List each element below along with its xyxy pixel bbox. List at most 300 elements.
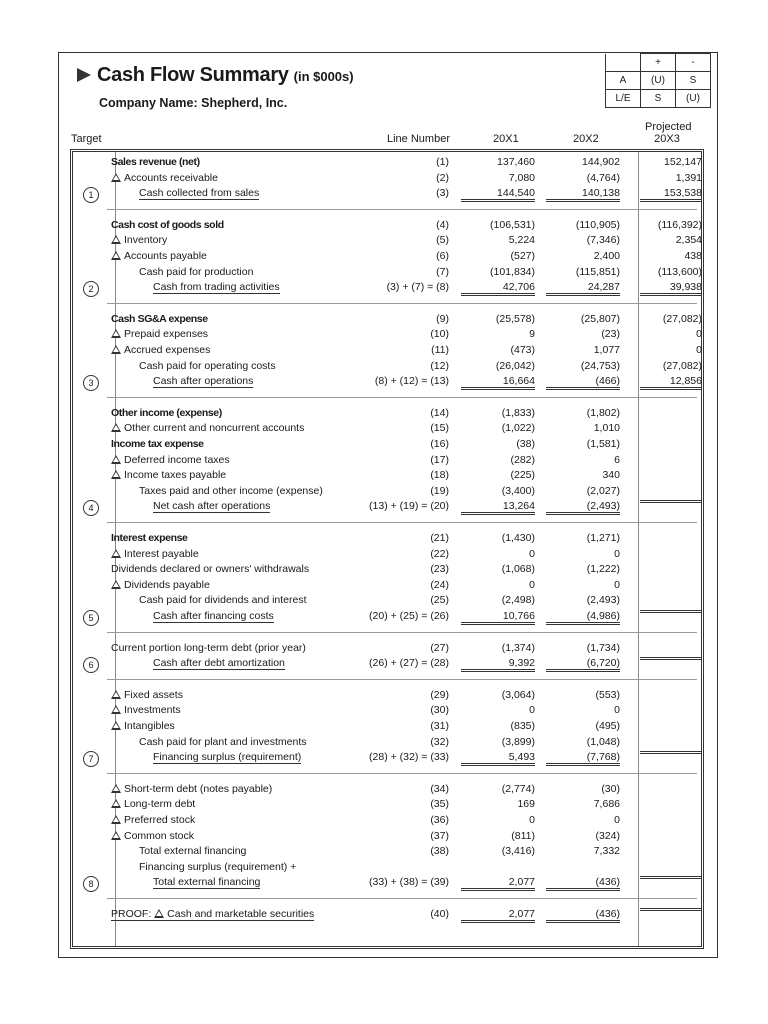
value-cell-v1: 5,224 xyxy=(508,234,535,247)
row-label xyxy=(153,751,301,764)
line-number-cell: (31) xyxy=(430,720,449,732)
year-3-column-header-top: Projected xyxy=(645,121,692,133)
row-label-text: Cash collected from sales xyxy=(139,187,260,200)
line-number-cell: (33) + (38) = (39) xyxy=(369,876,449,889)
value-cell-v3: (116,392) xyxy=(657,218,702,231)
table-row xyxy=(73,579,701,594)
value-cell-v2: (7,346) xyxy=(586,234,620,247)
value-cell-v2: 1,010 xyxy=(593,422,620,435)
row-label-text: Taxes paid and other income (expense) xyxy=(139,484,323,497)
row-label xyxy=(111,814,195,826)
value-cell-v1: 16,664 xyxy=(461,375,535,390)
target-marker: 7 xyxy=(83,751,99,767)
table-row xyxy=(73,610,701,625)
row-label xyxy=(111,172,218,184)
value-cell-v3: 0 xyxy=(696,328,702,341)
cash-flow-worksheet xyxy=(58,52,718,958)
value-cell-v1: 0 xyxy=(529,704,535,717)
value-cell-v2: 7,686 xyxy=(593,798,620,811)
row-label xyxy=(111,704,181,716)
section-separator xyxy=(107,397,697,398)
value-cell-v1: (101,834) xyxy=(490,265,535,278)
line-number-cell: (3) + (7) = (8) xyxy=(386,281,449,294)
section-separator xyxy=(107,522,697,523)
section-separator xyxy=(107,303,697,304)
worksheet-body xyxy=(70,149,704,949)
target-marker: 2 xyxy=(83,281,99,297)
year-3-column-header-bottom: 20X3 xyxy=(654,133,680,145)
value-cell-v3 xyxy=(640,876,702,879)
value-cell-v1: 0 xyxy=(529,547,535,560)
row-label xyxy=(111,234,167,246)
line-number-cell: (26) + (27) = (28) xyxy=(369,657,449,670)
value-cell-v1: (106,531) xyxy=(490,218,535,231)
table-row xyxy=(73,720,701,735)
section-separator xyxy=(107,209,697,210)
line-number-cell: (1) xyxy=(436,156,449,168)
value-cell-v1: (3,899) xyxy=(501,735,535,748)
table-row xyxy=(73,469,701,484)
line-number-cell: (15) xyxy=(430,422,449,435)
value-cell-v2: (436) xyxy=(546,908,620,923)
value-cell-v1: (1,068) xyxy=(501,563,535,576)
value-cell-v3: (27,082) xyxy=(662,359,702,372)
table-row xyxy=(73,234,701,249)
row-label-text: Income taxes payable xyxy=(124,469,227,482)
value-cell-v1: (282) xyxy=(510,453,535,466)
line-number-cell: (10) xyxy=(430,328,449,341)
row-label-text: Cash after operations xyxy=(153,375,254,388)
value-cell-v1: (3,400) xyxy=(501,484,535,497)
line-number-cell: (3) xyxy=(436,187,449,200)
row-label xyxy=(111,344,210,356)
value-cell-v1: (527) xyxy=(510,250,535,262)
line-number-cell: (30) xyxy=(430,704,449,717)
value-cell-v2: (1,222) xyxy=(586,563,620,576)
value-cell-v1: (3,064) xyxy=(501,688,535,701)
line-number-column-header: Line Number xyxy=(387,133,450,145)
row-label-text: Interest expense xyxy=(111,532,188,544)
value-cell-v3 xyxy=(640,610,702,613)
row-label xyxy=(111,407,222,419)
row-label-text: Financing surplus (requirement) xyxy=(153,751,302,764)
delta-icon xyxy=(111,690,121,699)
delta-icon xyxy=(111,329,121,338)
value-cell-v2: (2,027) xyxy=(586,484,620,497)
value-cell-v1: (811) xyxy=(511,829,535,842)
value-cell-v2: 7,332 xyxy=(593,845,620,858)
target-marker: 4 xyxy=(83,500,99,516)
value-cell-v2: (324) xyxy=(595,829,620,842)
delta-icon xyxy=(111,345,121,354)
line-number-cell: (34) xyxy=(430,782,449,795)
value-cell-v3 xyxy=(640,657,702,660)
table-row xyxy=(73,422,701,437)
line-number-cell: (37) xyxy=(430,829,449,842)
delta-icon xyxy=(111,580,121,589)
value-cell-v1: 0 xyxy=(529,578,535,591)
page-title: Cash Flow Summary xyxy=(97,64,289,86)
table-row xyxy=(73,266,701,281)
value-cell-v1: (1,374) xyxy=(501,641,535,654)
value-cell-v2: (30) xyxy=(601,782,620,795)
table-row xyxy=(73,407,701,422)
table-row xyxy=(73,454,701,469)
row-label-text: PROOF: Cash and marketable securities xyxy=(111,908,315,920)
value-cell-v1: 9,392 xyxy=(461,657,535,672)
row-label-text: Cash paid for production xyxy=(139,265,254,278)
row-label-text: Other current and noncurrent accounts xyxy=(124,422,305,435)
row-label xyxy=(111,454,230,466)
line-number-cell: (27) xyxy=(430,641,449,654)
delta-icon xyxy=(111,815,121,824)
line-number-cell: (12) xyxy=(430,359,449,372)
delta-icon xyxy=(111,251,121,260)
company-name: Company Name: Shepherd, Inc. xyxy=(99,96,288,110)
table-row xyxy=(73,172,701,187)
value-cell-v1: 2,077 xyxy=(461,876,535,891)
row-label-text: Short-term debt (notes payable) xyxy=(124,782,273,795)
value-cell-v2: (2,493) xyxy=(586,594,620,607)
sign-legend xyxy=(605,53,711,108)
table-row xyxy=(73,500,701,515)
row-label xyxy=(139,861,296,873)
table-row xyxy=(73,736,701,751)
row-label xyxy=(111,532,187,544)
year-1-column-header: 20X1 xyxy=(493,133,519,145)
row-label-text: Fixed assets xyxy=(124,688,183,701)
row-label xyxy=(153,610,274,623)
delta-icon xyxy=(111,173,121,182)
row-label-text: Net cash after operations xyxy=(153,500,271,513)
row-label-text: Interest payable xyxy=(124,547,199,560)
row-label-text: Cash paid for dividends and interest xyxy=(139,594,307,607)
value-cell-v2: (7,768) xyxy=(546,751,620,766)
table-row xyxy=(73,187,701,202)
value-cell-v2: 0 xyxy=(614,704,620,717)
value-cell-v2: (6,720) xyxy=(546,657,620,672)
line-number-cell: (20) + (25) = (26) xyxy=(369,610,449,622)
table-row xyxy=(73,360,701,375)
line-number-cell: (18) xyxy=(430,469,449,482)
delta-icon xyxy=(111,423,121,432)
row-label xyxy=(139,736,307,748)
value-cell-v2: 6 xyxy=(614,453,620,466)
table-row xyxy=(73,328,701,343)
value-cell-v1: (38) xyxy=(516,438,535,450)
value-cell-v1: 10,766 xyxy=(461,610,535,625)
delta-icon xyxy=(111,721,121,730)
row-label xyxy=(153,657,285,670)
legend-cell: + xyxy=(641,54,676,72)
delta-icon xyxy=(111,799,121,808)
value-cell-v1: 137,460 xyxy=(497,156,535,168)
row-label xyxy=(139,594,307,606)
row-label xyxy=(111,579,210,591)
row-label-text: Sales revenue (net) xyxy=(111,156,200,168)
value-cell-v1: 144,540 xyxy=(461,187,535,202)
legend-cell: A xyxy=(606,72,641,90)
legend-cell: (U) xyxy=(676,90,711,108)
value-cell-v1: (1,430) xyxy=(501,532,535,544)
value-cell-v1: (1,022) xyxy=(501,422,535,435)
value-cell-v2: 2,400 xyxy=(593,250,620,262)
line-number-cell: (35) xyxy=(430,798,449,811)
line-number-cell: (25) xyxy=(430,594,449,607)
value-cell-v2: (23) xyxy=(601,328,620,341)
row-label xyxy=(111,720,175,732)
target-marker: 1 xyxy=(83,187,99,203)
row-label-text: Cash paid for operating costs xyxy=(139,359,276,372)
value-cell-v2: 24,287 xyxy=(546,281,620,296)
row-label-text: Income tax expense xyxy=(111,438,204,450)
value-cell-v3 xyxy=(640,908,702,911)
row-label xyxy=(111,219,224,231)
value-cell-v1: (835) xyxy=(510,720,535,732)
line-number-cell: (7) xyxy=(436,265,449,278)
delta-icon xyxy=(111,470,121,479)
value-cell-v3: 0 xyxy=(696,344,702,356)
value-cell-v2: (25,807) xyxy=(580,312,620,325)
value-cell-v3: 39,938 xyxy=(640,281,702,296)
value-cell-v3: (27,082) xyxy=(662,312,702,325)
row-label xyxy=(139,187,259,200)
table-row xyxy=(73,861,701,876)
row-label xyxy=(111,689,183,701)
line-number-cell: (21) xyxy=(430,532,449,544)
table-row xyxy=(73,751,701,766)
line-number-cell: (8) + (12) = (13) xyxy=(374,375,449,388)
value-cell-v2: 0 xyxy=(614,578,620,591)
row-label xyxy=(111,313,208,325)
delta-icon xyxy=(154,909,164,918)
table-row xyxy=(73,783,701,798)
value-cell-v3: (113,600) xyxy=(657,265,702,278)
row-label xyxy=(111,548,199,560)
value-cell-v3 xyxy=(640,751,702,754)
value-cell-v1: (3,416) xyxy=(501,845,535,858)
line-number-cell: (16) xyxy=(430,438,449,450)
line-number-cell: (19) xyxy=(430,484,449,497)
value-cell-v2: (4,986) xyxy=(546,610,620,625)
row-label-text: Intangibles xyxy=(124,720,175,732)
line-number-cell: (11) xyxy=(431,344,449,356)
line-number-cell: (17) xyxy=(430,453,449,466)
row-label xyxy=(153,375,253,388)
delta-icon xyxy=(111,549,121,558)
value-cell-v1: (2,498) xyxy=(501,594,535,607)
row-label-text: Total external financing xyxy=(139,845,247,858)
value-cell-v2: (1,734) xyxy=(586,641,620,654)
title-unit: (in $000s) xyxy=(293,69,354,84)
value-cell-v2: (110,905) xyxy=(575,218,620,231)
row-label-text: Inventory xyxy=(124,234,168,247)
row-label-text: Accounts receivable xyxy=(124,171,218,184)
table-row xyxy=(73,908,701,923)
row-label-text: Investments xyxy=(124,704,181,717)
table-row xyxy=(73,845,701,860)
row-label xyxy=(111,250,207,262)
delta-icon xyxy=(111,455,121,464)
line-number-cell: (2) xyxy=(436,171,449,184)
value-cell-v2: (115,851) xyxy=(575,265,620,278)
row-label-text: Current portion long-term debt (prior year) xyxy=(111,641,306,654)
table-row xyxy=(73,798,701,813)
table-row xyxy=(73,657,701,672)
value-cell-v2: (466) xyxy=(546,375,620,390)
table-row xyxy=(73,642,701,657)
value-cell-v1: 5,493 xyxy=(461,751,535,766)
row-label xyxy=(111,830,194,842)
row-label-text: Financing surplus (requirement) + xyxy=(139,860,297,873)
row-label-text: Common stock xyxy=(124,829,195,842)
value-cell-v2: 0 xyxy=(614,814,620,826)
value-cell-v3: 152,147 xyxy=(664,156,702,168)
row-label xyxy=(153,876,260,889)
line-number-cell: (29) xyxy=(430,688,449,701)
legend-cell: - xyxy=(676,54,711,72)
pointer-arrow-icon xyxy=(77,68,91,82)
row-label xyxy=(111,798,195,810)
table-row xyxy=(73,830,701,845)
legend-cell: (U) xyxy=(641,72,676,90)
line-number-cell: (24) xyxy=(430,578,449,591)
table-row xyxy=(73,344,701,359)
value-cell-v2: (2,493) xyxy=(546,500,620,515)
row-label xyxy=(111,438,204,450)
table-row xyxy=(73,594,701,609)
value-cell-v3: 12,856 xyxy=(640,375,702,390)
title-row xyxy=(77,64,354,87)
row-label xyxy=(139,266,253,278)
row-label xyxy=(111,328,208,340)
value-cell-v1: 169 xyxy=(517,798,535,811)
value-cell-v3: 153,538 xyxy=(640,187,702,202)
row-label-text: Cash cost of goods sold xyxy=(111,218,224,231)
row-label-text: Total external financing xyxy=(153,876,261,889)
delta-icon xyxy=(111,784,121,793)
value-cell-v1: (25,578) xyxy=(495,312,535,325)
table-row xyxy=(73,313,701,328)
value-cell-v1: 7,080 xyxy=(508,171,535,184)
section-separator xyxy=(107,773,697,774)
table-row xyxy=(73,876,701,891)
delta-icon xyxy=(111,235,121,244)
row-label xyxy=(153,281,280,294)
row-label-text: Cash from trading activities xyxy=(153,281,280,294)
value-cell-v2: (1,802) xyxy=(586,406,620,419)
row-label xyxy=(153,500,270,513)
line-number-cell: (6) xyxy=(436,250,449,262)
row-label-text: Accounts payable xyxy=(124,250,207,262)
table-row xyxy=(73,156,701,171)
line-number-cell: (22) xyxy=(430,547,449,560)
line-number-cell: (38) xyxy=(430,845,449,858)
row-label xyxy=(139,485,323,497)
value-cell-v2: (24,753) xyxy=(580,359,620,372)
value-cell-v2: 140,138 xyxy=(546,187,620,202)
worksheet-header xyxy=(59,53,717,117)
value-cell-v2: (1,581) xyxy=(586,438,620,450)
line-number-cell: (32) xyxy=(430,735,449,748)
section-separator xyxy=(107,898,697,899)
table-row xyxy=(73,689,701,704)
target-marker: 3 xyxy=(83,375,99,391)
value-cell-v1: (1,833) xyxy=(501,406,535,419)
row-label-text: Deferred income taxes xyxy=(124,453,230,466)
value-cell-v3 xyxy=(640,500,702,503)
value-cell-v3: 2,354 xyxy=(675,234,702,247)
value-cell-v2: 144,902 xyxy=(582,156,620,168)
table-row xyxy=(73,375,701,390)
row-label xyxy=(111,469,226,481)
row-label-text: Accrued expenses xyxy=(124,344,211,356)
delta-icon xyxy=(111,705,121,714)
line-number-cell: (23) xyxy=(430,563,449,576)
line-number-cell: (4) xyxy=(436,218,449,231)
line-number-cell: (36) xyxy=(430,814,449,826)
row-label-text: Dividends payable xyxy=(124,578,210,591)
line-number-cell: (9) xyxy=(436,312,449,325)
value-cell-v1: 9 xyxy=(529,328,535,341)
target-column-header: Target xyxy=(71,133,102,145)
row-label xyxy=(111,563,309,575)
value-cell-v3: 1,391 xyxy=(675,171,702,184)
row-label xyxy=(139,845,246,857)
legend-cell: S xyxy=(676,72,711,90)
row-label-text: Preferred stock xyxy=(124,814,196,826)
legend-cell: S xyxy=(641,90,676,108)
row-label-text: Long-term debt xyxy=(124,798,196,811)
line-number-cell: (13) + (19) = (20) xyxy=(369,500,449,513)
section-separator xyxy=(107,632,697,633)
line-number-cell: (28) + (32) = (33) xyxy=(369,751,449,764)
table-row xyxy=(73,485,701,500)
value-cell-v2: (1,048) xyxy=(586,735,620,748)
value-cell-v1: 42,706 xyxy=(461,281,535,296)
value-cell-v2: (4,764) xyxy=(586,171,620,184)
legend-cell xyxy=(606,54,641,72)
line-number-cell: (40) xyxy=(430,908,449,920)
row-label-text: Other income (expense) xyxy=(111,406,222,419)
row-label-text: Cash paid for plant and investments xyxy=(139,735,307,748)
table-row xyxy=(73,219,701,234)
table-row xyxy=(73,438,701,453)
value-cell-v1: (225) xyxy=(510,469,535,482)
value-cell-v1: (26,042) xyxy=(495,359,535,372)
row-label xyxy=(111,156,200,168)
target-marker: 6 xyxy=(83,657,99,673)
row-label-text: Cash SG&A expense xyxy=(111,312,208,325)
row-label-text: Dividends declared or owners' withdrawals xyxy=(111,563,310,576)
value-cell-v2: (436) xyxy=(546,876,620,891)
value-cell-v1: 2,077 xyxy=(461,908,535,923)
year-2-column-header: 20X2 xyxy=(573,133,599,145)
value-cell-v1: 0 xyxy=(529,814,535,826)
line-number-cell: (14) xyxy=(430,406,449,419)
value-cell-v1: (2,774) xyxy=(501,782,535,795)
table-row xyxy=(73,563,701,578)
table-row xyxy=(73,704,701,719)
table-row xyxy=(73,548,701,563)
table-row xyxy=(73,814,701,829)
delta-icon xyxy=(111,831,121,840)
value-cell-v2: (495) xyxy=(595,720,620,732)
row-label xyxy=(111,642,306,654)
section-separator xyxy=(107,679,697,680)
value-cell-v2: 0 xyxy=(614,547,620,560)
value-cell-v2: 1,077 xyxy=(593,344,620,356)
